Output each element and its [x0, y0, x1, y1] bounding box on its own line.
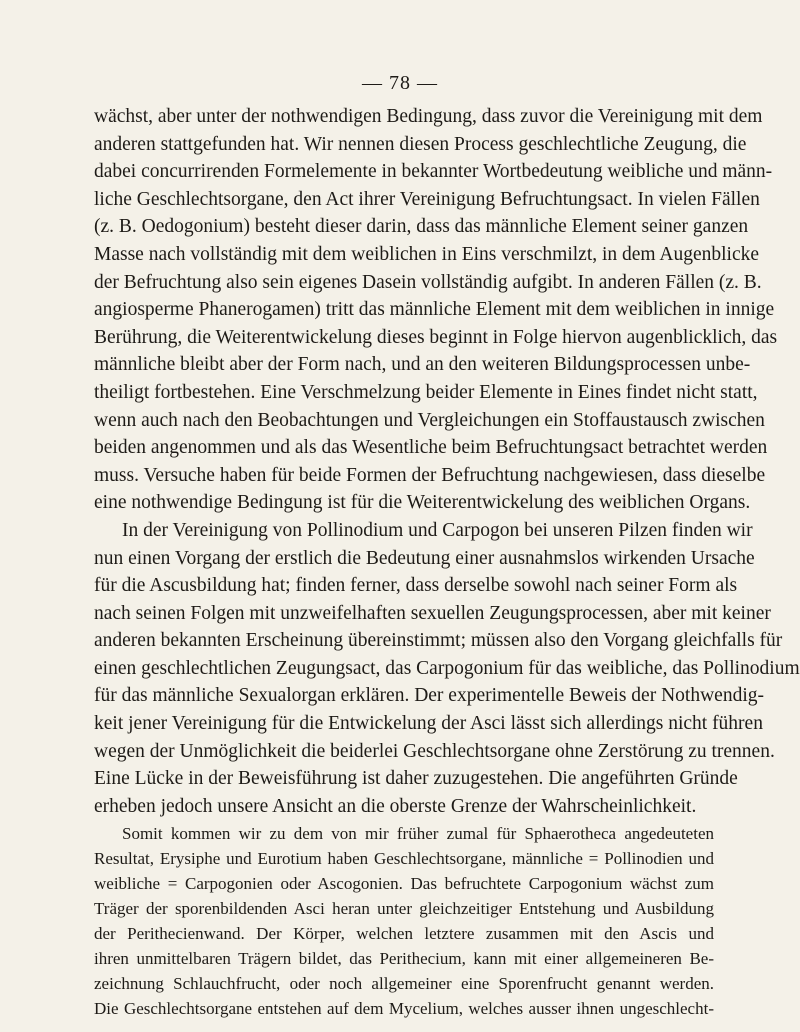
body-text — [94, 103, 800, 1021]
text-line: anderen stattgefunden hat. Wir nennen diesen Process geschlechtliche Zeugung, die — [94, 133, 747, 155]
text-line: erheben jedoch unsere Ansicht an die oberste Grenze der Wahrscheinlichkeit. — [94, 795, 697, 817]
paragraph-2 — [94, 517, 800, 821]
text-line: anderen bekannten Erscheinung übereinstimmt; müssen also den Vorgang gleichfalls für — [94, 630, 783, 652]
text-line: weibliche = Carpogonien oder Ascogonien. Das befruchtete Carpogonium wächst zum — [94, 874, 714, 894]
text-line: angiosperme Phanerogamen) tritt das männliche Element mit dem weiblichen in innige — [94, 299, 775, 321]
text-line: nach seinen Folgen mit unzweifelhaften sexuellen Zeugungsprocessen, aber mit keiner — [94, 602, 771, 624]
text-line: wächst, aber unter der nothwendigen Bedingung, dass zuvor die Vereinigung mit dem — [94, 106, 763, 127]
text-line: Eine Lücke in der Beweisführung ist daher zuzugestehen. Die angeführten Gründe — [94, 768, 738, 790]
text-line: dabei concurrirenden Formelemente in bekannter Wortbedeutung weibliche und männ- — [94, 161, 773, 183]
text-line: keit jener Vereinigung für die Entwickelung der Asci lässt sich allerdings nicht führen — [94, 713, 763, 735]
text-line: Träger der sporenbildenden Asci heran unter gleichzeitiger Entstehung und Ausbildung — [94, 899, 714, 919]
text-line: In der Vereinigung von Pollinodium und Carpogon bei unseren Pilzen finden wir — [122, 519, 753, 541]
text-line: einen geschlechtlichen Zeugungsact, das Carpogonium für das weibliche, das Pollinodium — [94, 657, 800, 679]
text-line: Somit kommen wir zu dem von mir früher zumal für Sphaerotheca angedeuteten — [122, 824, 714, 844]
text-line: (z. B. Oedogonium) besteht dieser darin, dass das männliche Element seiner ganzen — [94, 216, 749, 238]
text-line: der Befruchtung also sein eigenes Dasein vollständig aufgibt. In anderen Fällen (z. B. — [94, 271, 762, 293]
text-line: Masse nach vollständig mit dem weiblichen in Eins verschmilzt, in dem Augenblicke — [94, 243, 760, 265]
page-number: — 78 — — [362, 72, 438, 94]
text-line: wegen der Unmöglichkeit die beiderlei Geschlechtsorgane ohne Zerstörung zu trennen. — [94, 740, 775, 762]
text-line: männliche bleibt aber der Form nach, und an den weiteren Bildungsprocessen unbe- — [94, 354, 751, 376]
text-line: wenn auch nach den Beobachtungen und Vergleichungen ein Stoffaustausch zwischen — [94, 409, 765, 431]
text-line: nun einen Vorgang der erstlich die Bedeutung einer ausnahmslos wirkenden Ursache — [94, 547, 755, 569]
text-line: eine nothwendige Bedingung ist für die Weiterentwickelung des weiblichen Organs. — [94, 492, 751, 514]
text-line: muss. Versuche haben für beide Formen der Befruchtung nachgewiesen, dass dieselbe — [94, 464, 766, 486]
text-line: zeichnung Schlauchfrucht, oder noch allgemeiner eine Sporenfrucht genannt werden. — [94, 974, 714, 994]
text-line: Resultat, Erysiphe und Eurotium haben Geschlechtsorgane, männliche = Pollinodien und — [94, 849, 714, 869]
paragraph-3 — [94, 821, 714, 1021]
text-line: beiden angenommen und als das Wesentliche beim Befruchtungsact betrachtet werden — [94, 437, 768, 459]
text-line: Berührung, die Weiterentwickelung dieses beginnt in Folge hiervon augenblicklich, das — [94, 326, 778, 348]
text-line: für das männliche Sexualorgan erklären. Der experimentelle Beweis der Nothwendig- — [94, 685, 764, 707]
text-line: ihren unmittelbaren Trägern bildet, das Perithecium, kann mit einer allgemeineren Be- — [94, 949, 714, 969]
paragraph-1 — [94, 103, 778, 517]
text-line: theiligt fortbestehen. Eine Verschmelzung beider Elemente in Eines findet nicht statt, — [94, 381, 758, 403]
text-line: der Perithecienwand. Der Körper, welchen letztere zusammen mit den Ascis und — [94, 924, 714, 944]
text-line: für die Ascusbildung hat; finden ferner, dass derselbe sowohl nach seiner Form als — [94, 575, 738, 597]
text-line: Die Geschlechtsorgane entstehen auf dem Mycelium, welches ausser ihnen ungeschlecht- — [94, 999, 714, 1019]
text-line: liche Geschlechtsorgane, den Act ihrer Vereinigung Befruchtungsact. In vielen Fällen — [94, 188, 760, 210]
